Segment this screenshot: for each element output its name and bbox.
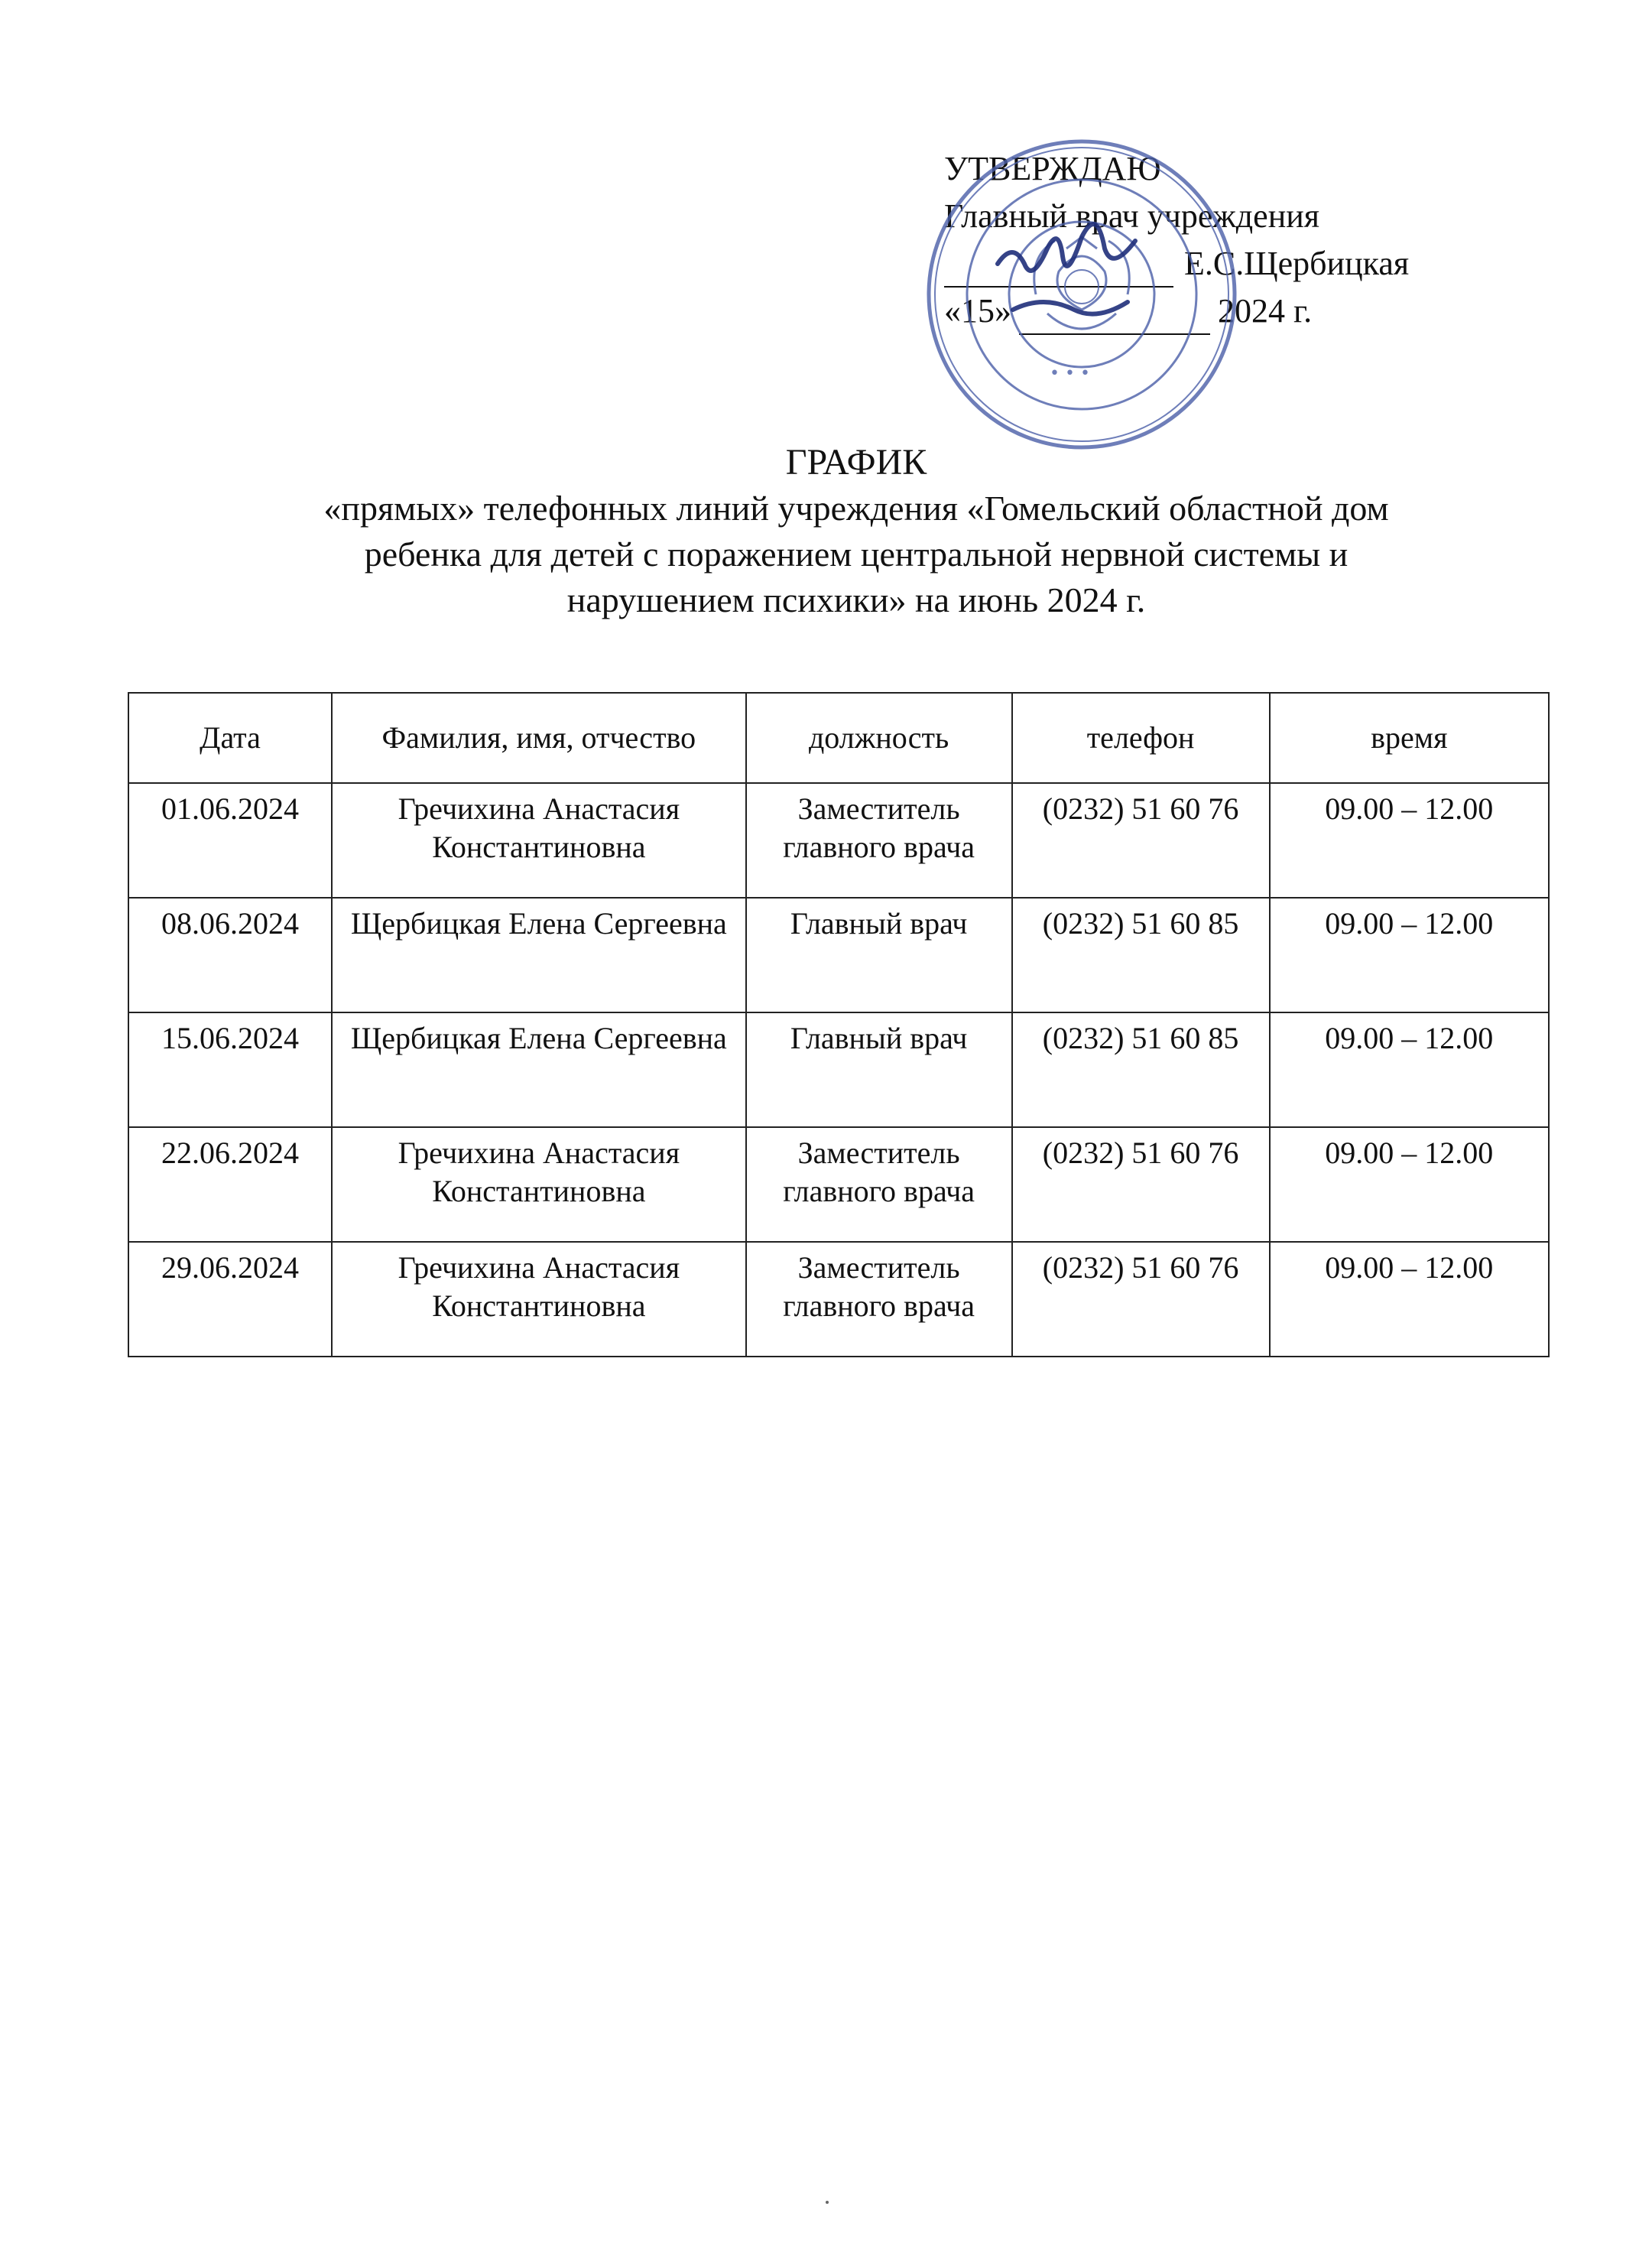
- approval-signatory: Е.С.Щербицкая: [1184, 245, 1410, 282]
- cell-name: Гречихина Анастасия Константиновна: [332, 783, 746, 898]
- scan-speck: [826, 2201, 829, 2204]
- cell-date: 29.06.2024: [128, 1242, 332, 1357]
- cell-date: 22.06.2024: [128, 1127, 332, 1242]
- header-full-name: Фамилия, имя, отчество: [332, 693, 746, 783]
- cell-date: 15.06.2024: [128, 1012, 332, 1127]
- document-subtitle-line-3: нарушением психики» на июнь 2024 г.: [566, 580, 1146, 619]
- cell-position: Главный врач: [746, 1012, 1012, 1127]
- cell-name: Гречихина Анастасия Константиновна: [332, 1242, 746, 1357]
- svg-text:• • •: • • •: [1050, 364, 1090, 383]
- cell-date: 08.06.2024: [128, 898, 332, 1012]
- date-day: 15: [961, 292, 995, 330]
- schedule-table: [128, 692, 1550, 1357]
- header-phone: телефон: [1012, 693, 1270, 783]
- header-position: должность: [746, 693, 1012, 783]
- cell-time: 09.00 – 12.00: [1270, 1012, 1549, 1127]
- official-stamp: [921, 134, 1242, 455]
- date-quote-open: «: [944, 292, 961, 330]
- cell-phone: (0232) 51 60 76: [1012, 1127, 1270, 1242]
- table-row: [128, 898, 1549, 1012]
- date-quote-close: »: [995, 292, 1011, 330]
- table-header-row: [128, 693, 1549, 783]
- cell-date: 01.06.2024: [128, 783, 332, 898]
- cell-name: Щербицкая Елена Сергеевна: [332, 898, 746, 1012]
- date-year: 2024 г.: [1218, 292, 1313, 330]
- cell-position: Заместитель главного врача: [746, 783, 1012, 898]
- table-row: [128, 783, 1549, 898]
- document-title: ГРАФИК: [785, 442, 927, 483]
- cell-time: 09.00 – 12.00: [1270, 1242, 1549, 1357]
- cell-phone: (0232) 51 60 85: [1012, 898, 1270, 1012]
- cell-phone: (0232) 51 60 76: [1012, 783, 1270, 898]
- document-title-block: [206, 440, 1506, 623]
- cell-position: Главный врач: [746, 898, 1012, 1012]
- cell-time: 09.00 – 12.00: [1270, 783, 1549, 898]
- table-row: [128, 1127, 1549, 1242]
- cell-position: Заместитель главного врача: [746, 1242, 1012, 1357]
- cell-position: Заместитель главного врача: [746, 1127, 1012, 1242]
- cell-name: Гречихина Анастасия Константиновна: [332, 1127, 746, 1242]
- cell-name: Щербицкая Елена Сергеевна: [332, 1012, 746, 1127]
- cell-phone: (0232) 51 60 85: [1012, 1012, 1270, 1127]
- table-row: [128, 1012, 1549, 1127]
- approval-heading: УТВЕРЖДАЮ: [944, 150, 1161, 187]
- cell-phone: (0232) 51 60 76: [1012, 1242, 1270, 1357]
- document-subtitle-line-2: ребенка для детей с поражением центральной нервной системы и: [364, 535, 1349, 574]
- cell-time: 09.00 – 12.00: [1270, 1127, 1549, 1242]
- header-time: время: [1270, 693, 1549, 783]
- cell-time: 09.00 – 12.00: [1270, 898, 1549, 1012]
- approval-position: Главный врач учреждения: [944, 197, 1320, 235]
- document-subtitle-line-1: «прямых» телефонных линий учреждения «Гомельский областной дом: [323, 489, 1389, 528]
- table-row: [128, 1242, 1549, 1357]
- header-date: Дата: [128, 693, 332, 783]
